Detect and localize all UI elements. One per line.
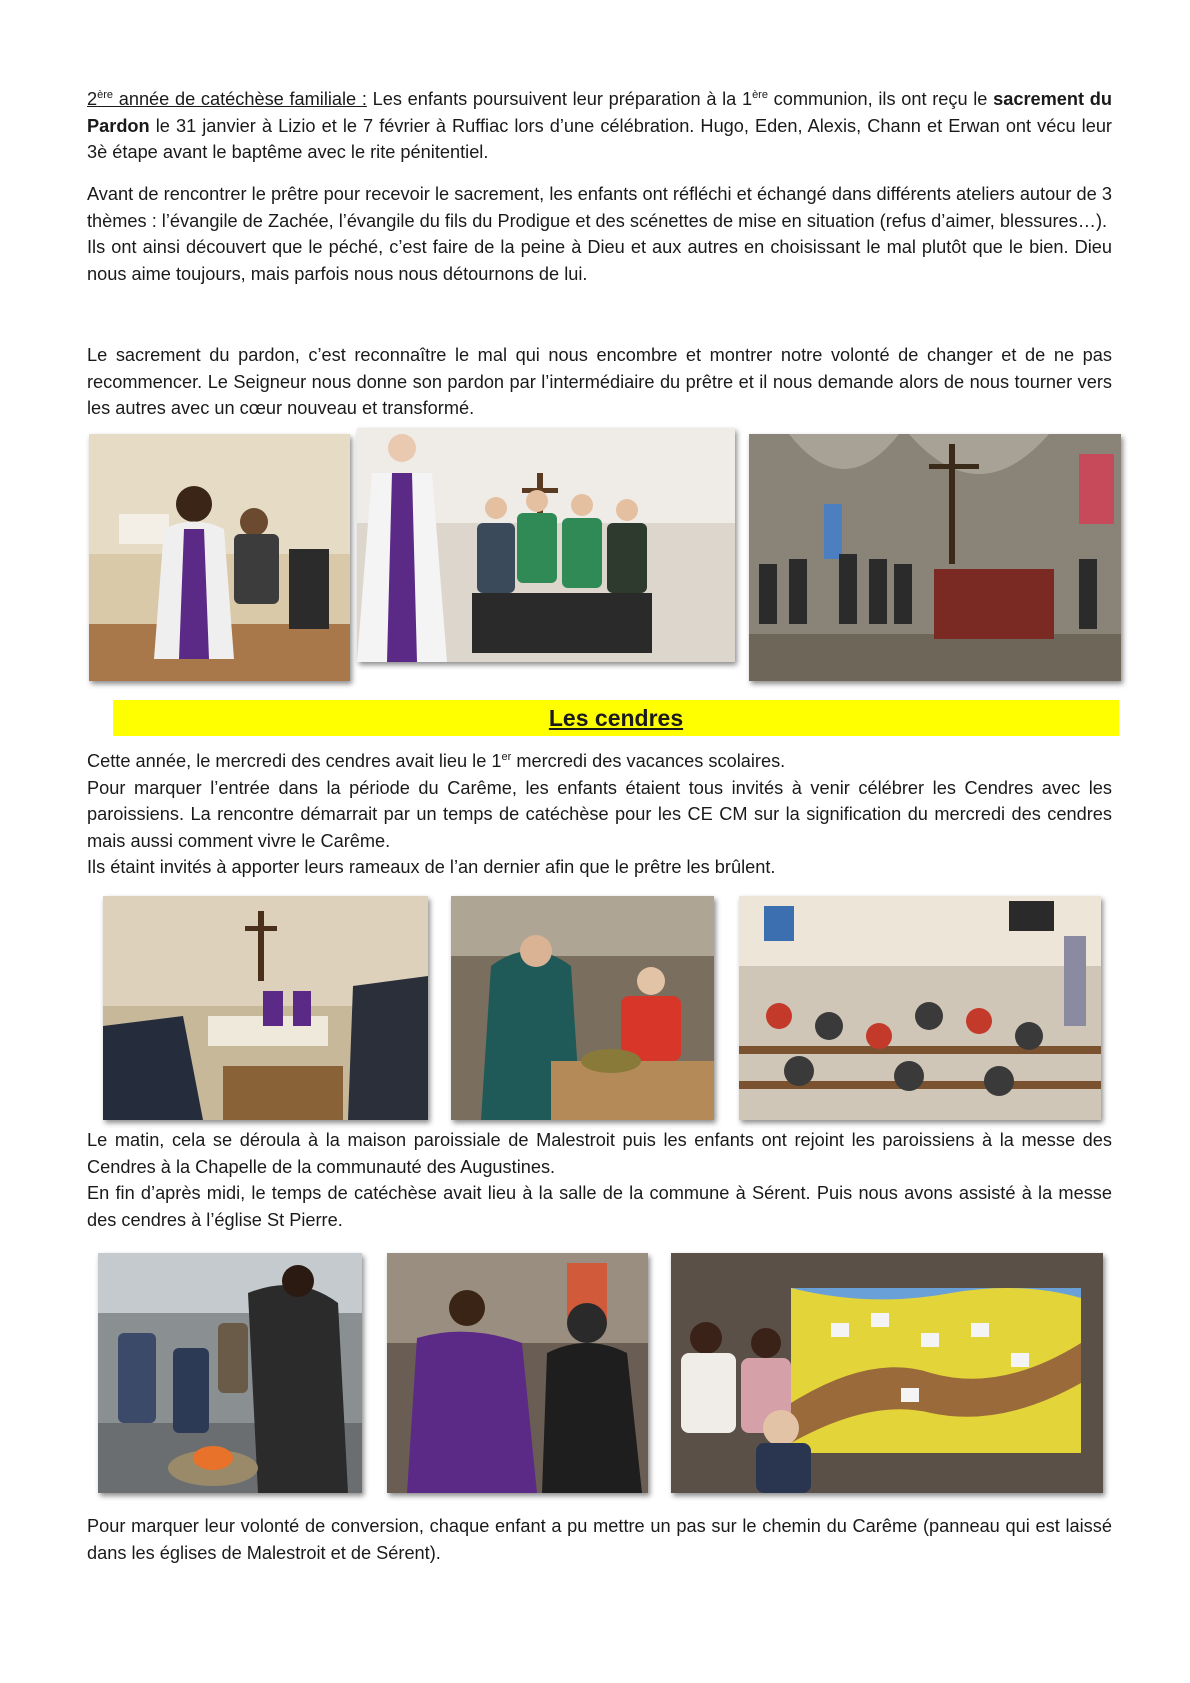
section-title: Les cendres bbox=[548, 704, 684, 731]
section-heading: 2ère année de catéchèse familiale : bbox=[87, 88, 367, 109]
paragraph-ateliers-line2: Ils ont ainsi découvert que le péché, c’est faire de la peine à Dieu et aux autres en choisissant le mal plutôt que le bien. Dieu nous aime toujours, mais parfois nous nous détournons de lui. bbox=[87, 237, 1112, 284]
photo-palms-basket bbox=[451, 896, 714, 1120]
paragraph-ateliers-line1: Avant de rencontrer le prêtre pour recevoir le sacrement, les enfants ont réfléchi et échangé dans différents ateliers autour de 3 thèmes : l’évangile de Zachée, l’évangile du fils du Prodigue et des scénettes de mise en situation (refus d’aimer, blessures…). bbox=[87, 184, 1112, 231]
paragraph-ateliers bbox=[87, 181, 1112, 287]
photo-children-altar bbox=[357, 428, 735, 662]
paragraph-cendres-line1: Cette année, le mercredi des cendres avait lieu le 1er mercredi des vacances scolaires. bbox=[87, 750, 786, 771]
paragraph-sacrement: Le sacrement du pardon, c’est reconnaître le mal qui nous encombre et montrer notre volonté de changer et de ne pas recommencer. Le Seigneur nous donne son pardon par l’intermédiaire du prêtre et il nous demande alors de nous tourner vers les autres avec un cœur nouveau et transformé. bbox=[87, 345, 1112, 419]
photo-priest-confession bbox=[89, 434, 350, 681]
paragraph-deroulement-line1: Le matin, cela se déroula à la maison paroissiale de Malestroit puis les enfants ont rejoint les paroissiens à la messe des Cendres à la Chapelle de la communauté des Augustines. bbox=[87, 1130, 1112, 1177]
section-banner bbox=[113, 700, 1119, 736]
photo-parish-hall bbox=[739, 896, 1101, 1120]
photo-lent-path-panel bbox=[671, 1253, 1103, 1493]
photo-burning-palms bbox=[98, 1253, 362, 1493]
paragraph-cendres-line3: Ils étaint invités à apporter leurs rameaux de l’an dernier afin que le prêtre les brûlent. bbox=[87, 857, 776, 878]
paragraph-conversion: Pour marquer leur volonté de conversion, chaque enfant a pu mettre un pas sur le chemin du Carême (panneau qui est laissé dans les églises de Malestroit et de Sérent). bbox=[87, 1516, 1112, 1563]
paragraph-deroulement-line2: En fin d’après midi, le temps de catéchèse avait lieu à la salle de la commune à Sérent. Puis nous avons assisté à la messe des cendres à l’église St Pierre. bbox=[87, 1183, 1112, 1230]
photo-chapel-mass bbox=[103, 896, 428, 1120]
paragraph-cendres-line2: Pour marquer l’entrée dans la période du Carême, les enfants étaient tous invités à venir célébrer les Cendres avec les paroissiens. La rencontre démarrait par un temps de catéchèse pour les CE CM sur la signification du mercredi des cendres mais aussi comment vivre le Carême. bbox=[87, 777, 1112, 851]
bold-sacrement: sacrement du Pardon bbox=[87, 89, 1112, 136]
paragraph-cendres-intro bbox=[87, 748, 1112, 881]
photo-ashes-imposition bbox=[387, 1253, 648, 1493]
paragraph-deroulement bbox=[87, 1127, 1112, 1233]
photo-church-nave bbox=[749, 434, 1121, 681]
paragraph-pardon-intro: 2ère année de catéchèse familiale : Les enfants poursuivent leur préparation à la 1ère communion, ils ont reçu le sacrement du Pardon le 31 janvier à Lizio et le 7 février à Ruffiac lors d’une célébration. Hugo, Eden, Alexis, Chann et Erwan ont vécu leur 3è étape avant le baptême avec le rite pénitentiel. bbox=[87, 88, 1112, 163]
